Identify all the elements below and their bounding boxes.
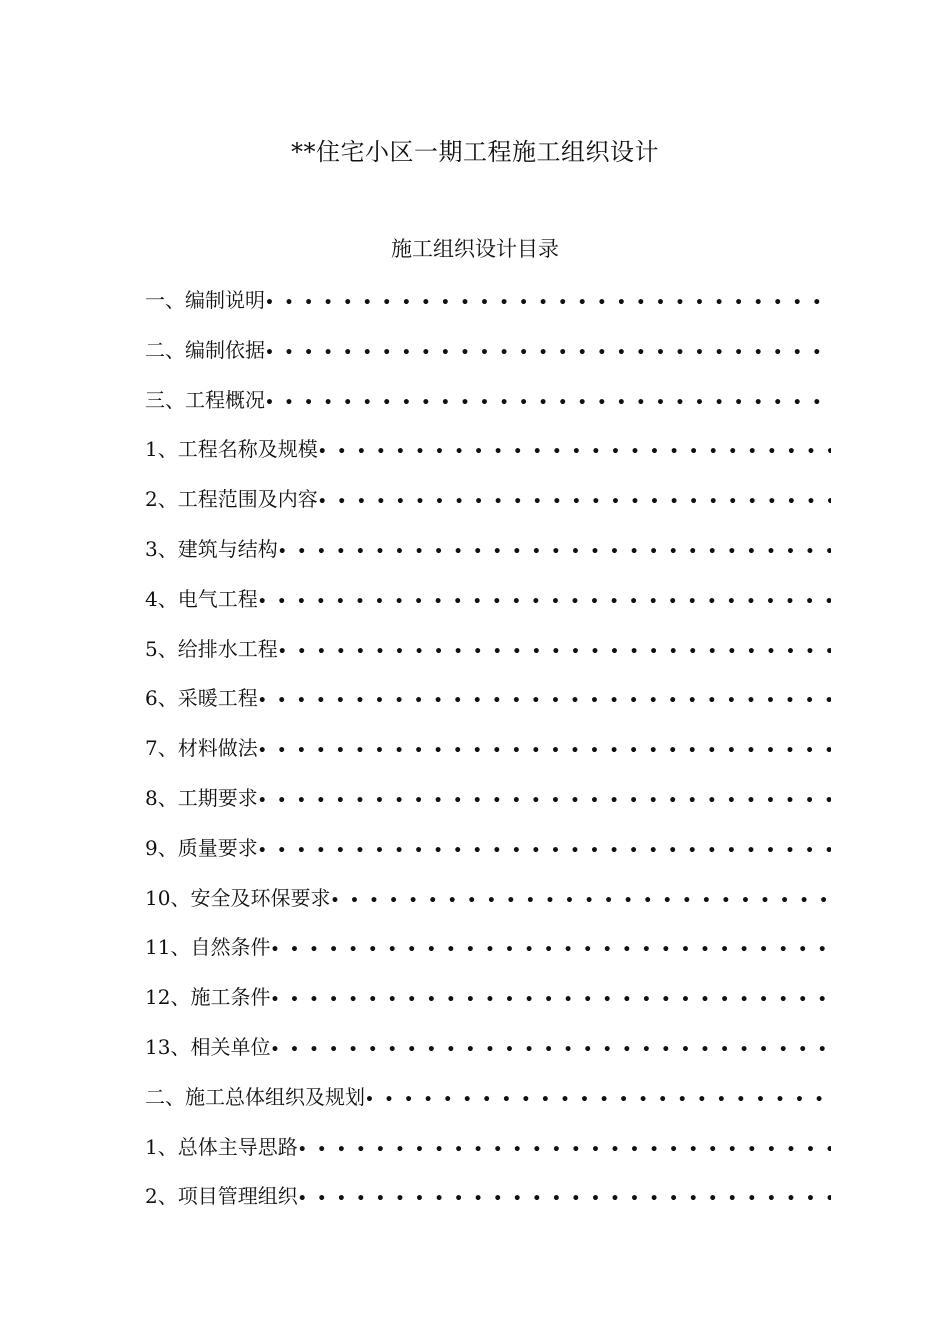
toc-dot-leader <box>278 636 831 668</box>
toc-dot-leader <box>265 337 831 369</box>
toc-dot-leader <box>298 1134 831 1166</box>
toc-entry[interactable] <box>145 782 831 832</box>
toc-entry-label: 3、建筑与结构 <box>145 536 278 561</box>
toc-dot-leader <box>365 1084 831 1116</box>
toc-entry[interactable] <box>145 533 831 583</box>
toc-entry[interactable] <box>145 384 831 434</box>
toc-entry-label: 二、施工总体组织及规划 <box>145 1084 365 1109</box>
toc-entry[interactable] <box>145 334 831 384</box>
toc-dot-leader <box>265 387 831 419</box>
toc-dot-leader <box>258 785 831 817</box>
toc-dot-leader <box>318 436 831 468</box>
toc-entry[interactable] <box>145 931 831 981</box>
toc-entry[interactable] <box>145 832 831 882</box>
toc-entry[interactable] <box>145 583 831 633</box>
toc-entry-label: 9、质量要求 <box>145 835 258 860</box>
toc-dot-leader <box>258 586 831 618</box>
toc-entry-label: 4、电气工程 <box>145 586 258 611</box>
toc-entry[interactable] <box>145 483 831 533</box>
toc-dot-leader <box>270 1034 831 1066</box>
toc-entry-label: 6、采暖工程 <box>145 686 258 711</box>
toc-entry[interactable] <box>145 682 831 732</box>
toc-dot-leader <box>265 287 831 319</box>
toc-entry-label: 2、工程范围及内容 <box>145 487 318 512</box>
toc-dot-leader <box>298 1183 831 1215</box>
toc-entry-label: 13、相关单位 <box>145 1034 271 1059</box>
toc-entry[interactable] <box>145 433 831 483</box>
toc-entry-label: 7、材料做法 <box>145 736 258 761</box>
toc-dot-leader <box>258 685 831 717</box>
toc-entry[interactable] <box>145 1031 831 1081</box>
toc-dot-leader <box>330 885 831 917</box>
toc-entry[interactable] <box>145 1180 831 1230</box>
toc-entry-label: 三、工程概况 <box>145 387 265 412</box>
toc-entry-label: 8、工期要求 <box>145 785 258 810</box>
toc-heading: 施工组织设计目录 <box>391 237 559 261</box>
toc-dot-leader <box>270 934 831 966</box>
document-title: **住宅小区一期工程施工组织设计 <box>291 138 659 166</box>
toc-entry[interactable] <box>145 284 831 334</box>
toc-entry[interactable] <box>145 882 831 932</box>
toc-dot-leader <box>258 835 831 867</box>
table-of-contents <box>145 284 831 1230</box>
toc-entry-label: 一、编制说明 <box>145 288 265 312</box>
toc-entry[interactable] <box>145 633 831 683</box>
toc-entry-label: 12、施工条件 <box>145 985 271 1010</box>
toc-entry[interactable] <box>145 981 831 1031</box>
toc-dot-leader <box>258 735 831 767</box>
toc-entry-label: 11、自然条件 <box>145 935 271 960</box>
toc-dot-leader <box>318 486 831 518</box>
toc-dot-leader <box>270 984 831 1016</box>
toc-entry[interactable] <box>145 1131 831 1181</box>
toc-entry-label: 二、编制依据 <box>145 337 265 362</box>
toc-dot-leader <box>278 536 831 568</box>
toc-entry-label: 10、安全及环保要求 <box>145 885 331 910</box>
toc-entry[interactable] <box>145 1081 831 1131</box>
toc-entry-label: 1、工程名称及规模 <box>145 437 318 462</box>
toc-entry[interactable] <box>145 732 831 782</box>
toc-entry-label: 5、给排水工程 <box>145 636 278 661</box>
toc-entry-label: 1、总体主导思路 <box>145 1134 298 1159</box>
toc-entry-label: 2、项目管理组织 <box>145 1184 298 1209</box>
